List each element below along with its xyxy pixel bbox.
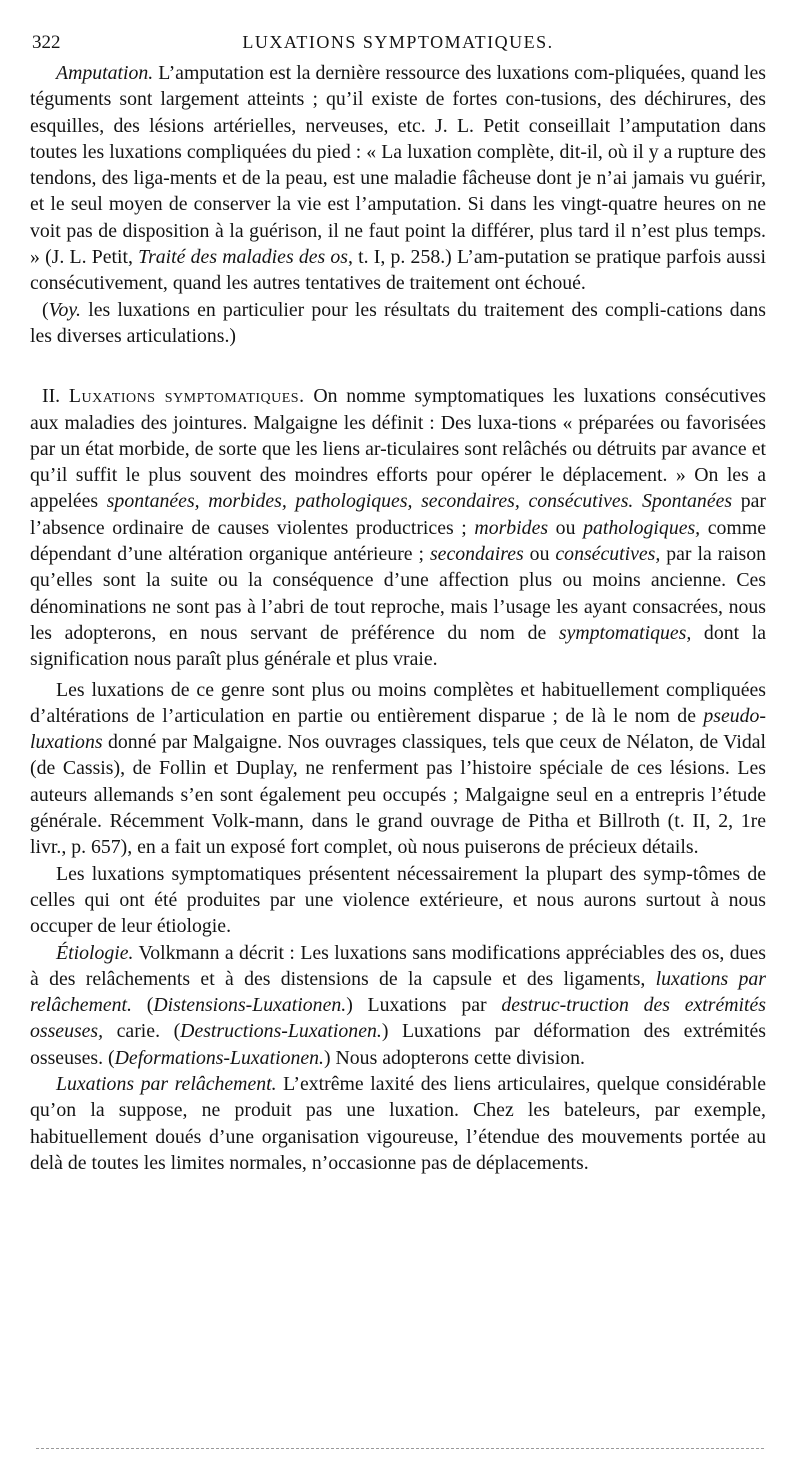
run: comme dépendant d’une altération organique antérieure ; [30,516,766,566]
run-italic: morbides [474,516,549,539]
run: Volkmann a décrit : Les luxations sans modifications appréciables des os, dues à des relâchements et à des distensions de la capsule et des ligaments, [30,941,766,990]
run: L’extrême laxité des liens articulaires, quelque considérable qu’on la suppose, ne produit pas une luxation. Chez les bateleurs, par exemple, habituellement doués d’une organisation vigoureuse, l’étendue des mouvements portée au delà de toutes les limites normales, n’occasionne pas de déplacements. [30,1072,766,1174]
run: dont la signification nous paraît plus générale et plus vraie. [30,621,766,671]
run-italic: luxations par relâchement. [30,967,766,1017]
paragraph-amputation [30,60,766,297]
run: Les luxations symptomatiques présentent nécessairement la plupart des symp-tômes de celles qui ont été produites par une violence extérieure, et nous aurons surtout à nous occuper de leur étiologie. [30,862,766,938]
run: les luxations en particulier pour les résultats du traitement des compli-cations dans les diverses articulations.) [30,298,766,347]
run: On nomme symptomatiques les luxations consécutives aux maladies des jointures. Malgaigne les définit : Des luxa-tions « préparées ou favorisées par un état morbide, de sorte que les liens ar-ticulaires sont relâchés ou détruits par avance et qu’il suffit le plus souvent des moindres efforts pour opérer le déplacement. » On les a appelées [30,385,766,513]
run-italic: Traité des maladies des os [138,246,348,269]
paragraph-voy [30,297,766,350]
run-italic: symptomatiques, [558,621,692,644]
run: donné par Malgaigne. Nos ouvrages classiques, tels que ceux de Nélaton, de Vidal (de Cassis), de Follin et Duplay, ne renferment pas l’histoire spéciale de ces lésions. Les auteurs allemands s’en sont également peu occupés ; Malgaigne seul en a entrepris l’étude générale. Récemment Volk-mann, dans le grand ouvrage de Pitha et Billroth (t. II, 2, 1re livr., p. 657), en a fait un exposé fort complet, où nous puiserons de précieux détails. [30,731,766,859]
run-heading: Luxations par relâchement. [56,1072,277,1095]
run-heading: Étiologie. [56,941,134,964]
run: ) Luxations par déformation des extrémités osseuses. ( [30,1020,766,1069]
run: ou [548,516,584,539]
run [633,490,642,512]
section-heading: Luxations symptomatiques. [68,385,305,408]
run-heading: Amputation. [56,62,154,84]
run: L’amputation est la dernière ressource des luxations com-pliquées, quand les téguments sont largement atteints ; qu’il existe de fortes con-tusions, des déchirures, des esquilles, des lésions artérielles, nerveuses, etc. J. L. Petit conseillait l’amputation dans toutes les luxations compliquées du pied : « La luxation complète, dit-il, où il y a rupture des tendons, des liga-ments et de la peau, est une maladie fâcheuse dont je n’ai jamais vu guérir, et le seul moyen de conserver la vie est l’amputation. Si dans les vingt-quatre heures on ne voit pas de disposition à la guérison, il ne faut point la différer, plus tard il n’est plus temps. » (J. L. Petit, [30,62,766,269]
run-italic: Voy. [48,298,82,321]
run-italic: Destructions-Luxationen. [180,1020,382,1043]
run-italic: Deformations-Luxationen. [114,1046,324,1069]
bottom-rule [36,1448,764,1449]
run-italic: Spontanées [641,490,733,513]
page-number: 322 [32,32,61,53]
paragraph-etiologie [30,940,766,1071]
run: ) Luxations par [346,994,502,1017]
paragraph-pseudo-luxations [30,677,766,861]
run: par l’absence ordinaire de causes violentes productrices ; [30,490,766,539]
run-italic: Distensions-Luxationen. [153,994,347,1017]
page [30,28,766,1176]
run: par la raison qu’elles sont la suite ou la conséquence d’une affection plus ou moins ancienne. Ces dénominations ne sont pas à l’abri de tout reproche, mais l’usage les ayant consacrées, nous les adopterons, en nous servant de préférence du nom de [30,543,767,644]
run: Les luxations de ce genre sont plus ou moins complètes et habituellement compliquées d’altérations de l’articulation en partie ou entièrement disparue ; de là le nom de [30,678,766,727]
run-italic: secondaires [429,543,524,566]
paragraph-relachement [30,1071,766,1176]
run: , t. I, p. 258.) L’am-putation se pratique parfois aussi consécutivement, quand les autres tentatives de traitement ont échoué. [30,246,766,295]
run: ( [131,994,154,1017]
paragraph-symptomes [30,861,766,940]
run-italic: destruc-truction des extrémités osseuses, [30,994,766,1043]
run-italic: pathologiques, [583,516,701,539]
section-number: II. [42,385,69,408]
run-italic: spontanées, morbides, pathologiques, secondaires, consécutives. [106,490,634,513]
run: ( [42,298,49,321]
running-title: LUXATIONS SYMPTOMATIQUES. [242,32,554,52]
run-italic: pseudo-luxations [30,704,766,754]
paragraph-section-ii [30,383,766,672]
run: carie. ( [103,1020,181,1043]
run-italic: consécutives, [555,543,661,566]
page-header [30,28,766,58]
run: ou [523,543,556,566]
run: ) Nous adopterons cette division. [323,1046,585,1069]
